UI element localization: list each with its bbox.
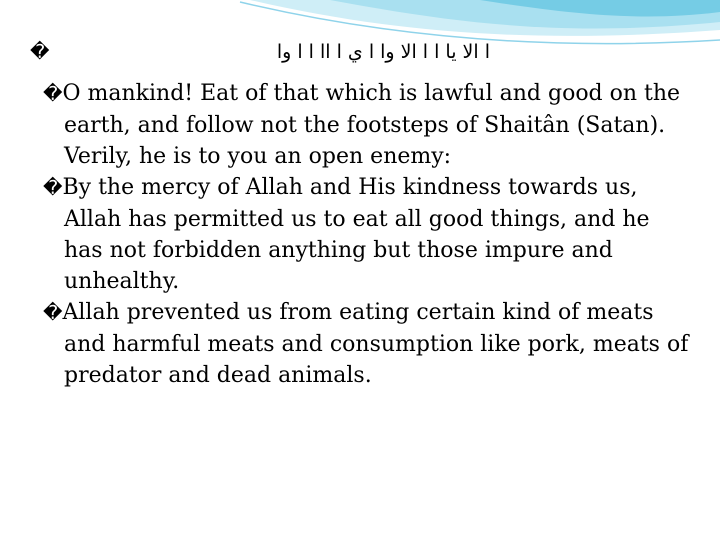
bullet-item — [43, 78, 693, 172]
bullet-icon: � — [43, 83, 63, 105]
bullet-item — [43, 297, 693, 391]
bullet-text: Allah prevented us from eating certain kind of meats and harmful meats and consumption like pork, meats of predator and dead animals. — [62, 300, 689, 388]
bullet-icon: � — [43, 302, 63, 324]
bullet-icon: � — [43, 177, 63, 199]
arabic-verse-line — [30, 37, 490, 67]
bullet-text: O mankind! Eat of that which is lawful and good on the earth, and follow not the footsteps of Shaitân (Satan). Verily, he is to you an open enemy: — [62, 81, 681, 169]
bullet-item — [43, 172, 693, 297]
bullet-list — [43, 78, 693, 391]
arabic-verse-text: ا الا يا ا ا الا وا ا ي ا اا ا ا وا — [276, 41, 490, 63]
bullet-text: By the mercy of Allah and His kindness towards us, Allah has permitted us to eat all good things, and he has not forbidden anything but those impure and unhealthy. — [62, 175, 650, 294]
bullet-icon: � — [30, 41, 50, 63]
